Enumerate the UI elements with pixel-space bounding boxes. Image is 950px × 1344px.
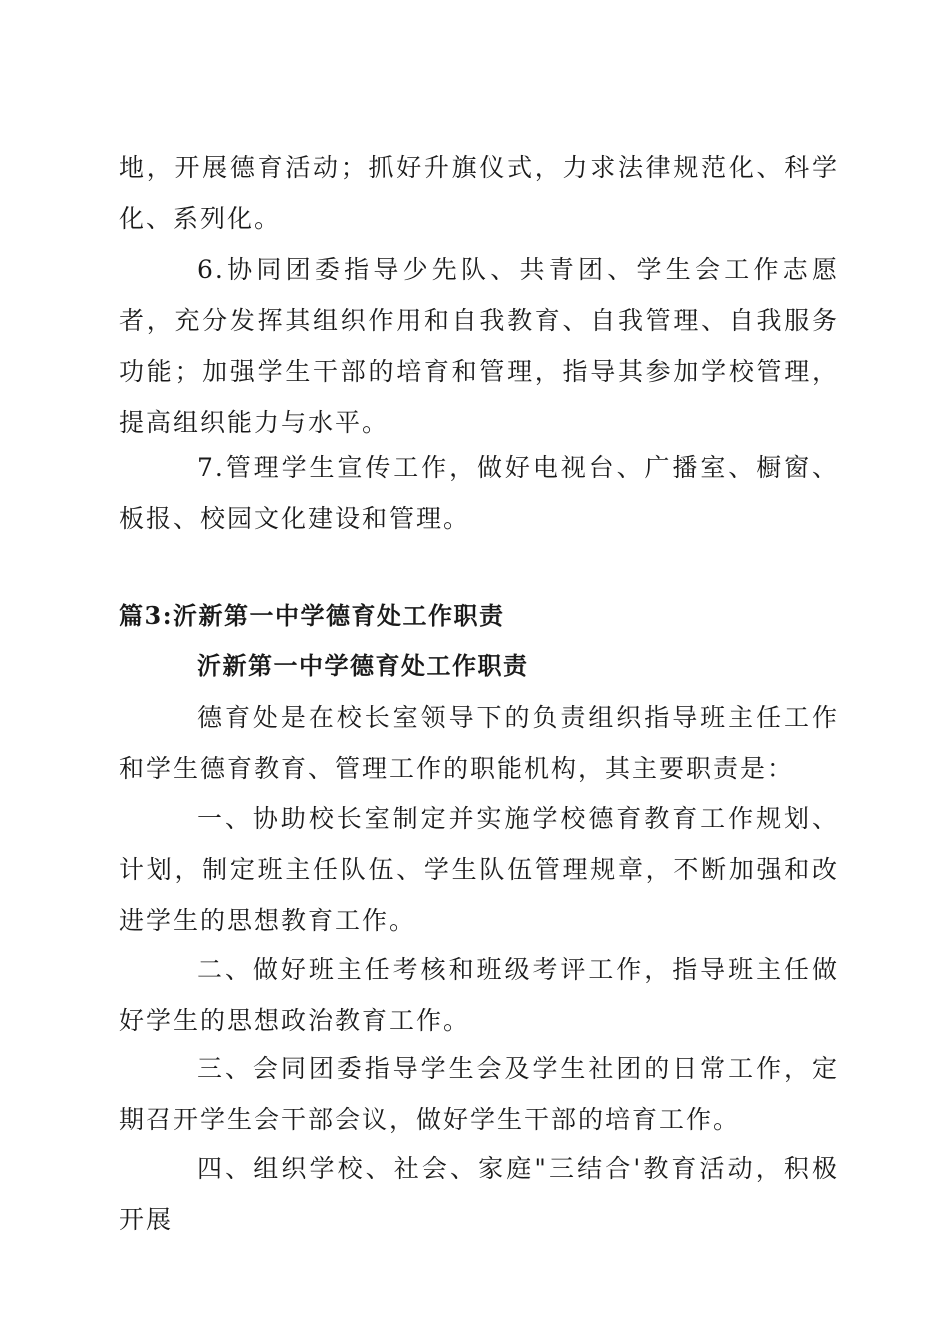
section-heading: 篇3:沂新第一中学德育处工作职责 [119,601,505,630]
paragraph-duty-3: 三、会同团委指导学生会及学生社团的日常工作，定期召开学生会干部会议，做好学生干部的培育工作。 [119,1054,839,1134]
paragraph-item-6: 6.协同团委指导少先队、共青团、学生会工作志愿者，充分发挥其组织作用和自我教育、自我管理、自我服务功能；加强学生干部的培育和管理，指导其参加学校管理，提高组织能力与水平。 [119,255,839,437]
paragraph-continuation: 地，开展德育活动；抓好升旗仪式，力求法律规范化、科学化、系列化。 [119,153,839,233]
paragraph-duty-1: 一、协助校长室制定并实施学校德育教育工作规划、计划，制定班主任队伍、学生队伍管理规章，不断加强和改进学生的思想教育工作。 [119,804,839,935]
paragraph-duty-4: 四、组织学校、社会、家庭"三结合'教育活动，积极开展 [119,1154,839,1234]
section-title: 沂新第一中学德育处工作职责 [197,651,529,680]
paragraph-item-7: 7.管理学生宣传工作，做好电视台、广播室、橱窗、板报、校园文化建设和管理。 [119,453,839,533]
paragraph-intro: 德育处是在校长室领导下的负责组织指导班主任工作和学生德育教育、管理工作的职能机构，其主要职责是： [119,703,839,783]
paragraph-duty-2: 二、做好班主任考核和班级考评工作，指导班主任做好学生的思想政治教育工作。 [119,955,839,1035]
